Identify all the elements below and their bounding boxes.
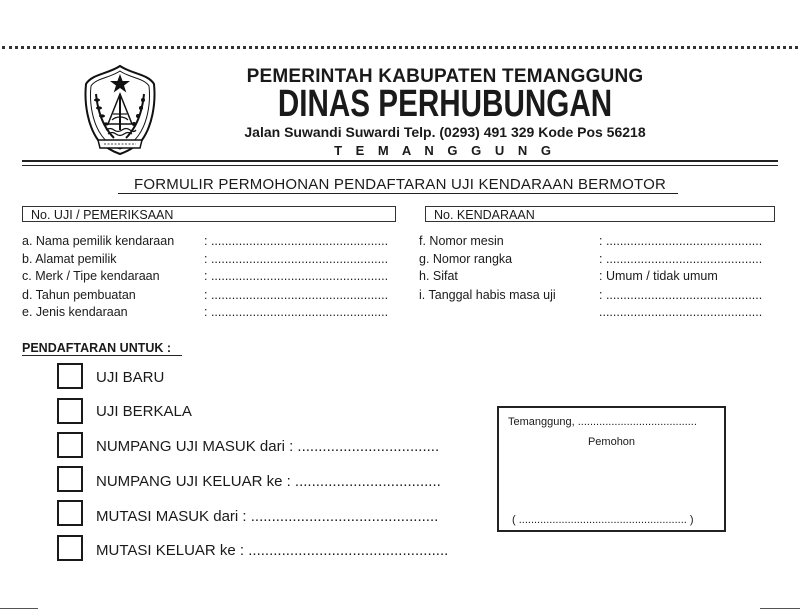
government-name: PEMERINTAH KABUPATEN TEMANGGUNG xyxy=(246,66,644,87)
checkbox-mutasi-masuk[interactable] xyxy=(57,500,83,526)
field-label: b. Alamat pemilik xyxy=(22,252,117,266)
field-value: ............................................... xyxy=(599,305,763,319)
form-title-underline xyxy=(118,193,678,194)
option-mutasi-masuk-label: MUTASI MASUK dari : ............................................. xyxy=(96,508,439,525)
checkbox-mutasi-keluar[interactable] xyxy=(57,535,83,561)
option-mutasi-keluar-label: MUTASI KELUAR ke : ................................................ xyxy=(96,542,449,559)
signature-role: Pemohon xyxy=(587,436,636,448)
field-label: f. Nomor mesin xyxy=(419,234,504,248)
option-uji-berkala-label: UJI BERKALA xyxy=(96,403,192,420)
field-label: i. Tanggal habis masa uji xyxy=(419,288,556,302)
signature-place-date: Temanggung, ....................................... xyxy=(508,416,697,428)
vehicle-number-box[interactable] xyxy=(425,206,775,222)
field-value: : ............................................. xyxy=(599,288,763,302)
department-name: DINAS PERHUBUNGAN xyxy=(277,83,613,125)
cut-mark-right xyxy=(760,608,800,609)
form-title: FORMULIR PERMOHONAN PENDAFTARAN UJI KENDARAAN BERMOTOR xyxy=(134,176,666,193)
vehicle-number-label: No. KENDARAAN xyxy=(434,208,535,222)
field-value: : ................................................... xyxy=(204,252,389,266)
field-label: h. Sifat xyxy=(419,269,458,283)
field-value: : Umum / tidak umum xyxy=(599,269,718,283)
department-address: Jalan Suwandi Suwardi Telp. (0293) 491 329 Kode Pos 56218 xyxy=(244,124,646,140)
checkbox-numpang-uji-masuk[interactable] xyxy=(57,432,83,458)
field-label: d. Tahun pembuatan xyxy=(22,288,136,302)
signature-name-line: ( ....................................................... ) xyxy=(512,514,694,526)
field-label: e. Jenis kendaraan xyxy=(22,305,128,319)
cut-mark-left xyxy=(0,608,38,609)
field-value: : ................................................... xyxy=(204,288,389,302)
field-value: : ............................................. xyxy=(599,234,763,248)
field-value: : ............................................. xyxy=(599,252,763,266)
header-rule-thin xyxy=(22,165,778,166)
test-number-box[interactable] xyxy=(22,206,396,222)
field-value: : ................................................... xyxy=(204,269,389,283)
option-uji-baru-label: UJI BARU xyxy=(96,369,165,386)
applicant-signature-box[interactable] xyxy=(497,406,726,532)
registration-heading: PENDAFTARAN UNTUK : xyxy=(22,341,172,355)
checkbox-uji-baru[interactable] xyxy=(57,363,83,389)
field-value: : ................................................... xyxy=(204,305,389,319)
checkbox-uji-berkala[interactable] xyxy=(57,398,83,424)
field-label: c. Merk / Tipe kendaraan xyxy=(22,269,160,283)
option-numpang-uji-keluar-label: NUMPANG UJI KELUAR ke : ................................... xyxy=(96,473,441,490)
checkbox-numpang-uji-keluar[interactable] xyxy=(57,466,83,492)
regency-emblem-icon xyxy=(82,64,158,156)
test-number-label: No. UJI / PEMERIKSAAN xyxy=(31,208,174,222)
header-rule-thick xyxy=(22,160,778,162)
city-name: T E M A N G G U N G xyxy=(334,143,556,158)
field-label: a. Nama pemilik kendaraan xyxy=(22,234,175,248)
registration-heading-underline xyxy=(22,355,182,356)
field-label: g. Nomor rangka xyxy=(419,252,513,266)
field-value: : ................................................... xyxy=(204,234,389,248)
option-numpang-uji-masuk-label: NUMPANG UJI MASUK dari : .................................. xyxy=(96,438,440,455)
cut-line-top xyxy=(2,46,798,49)
